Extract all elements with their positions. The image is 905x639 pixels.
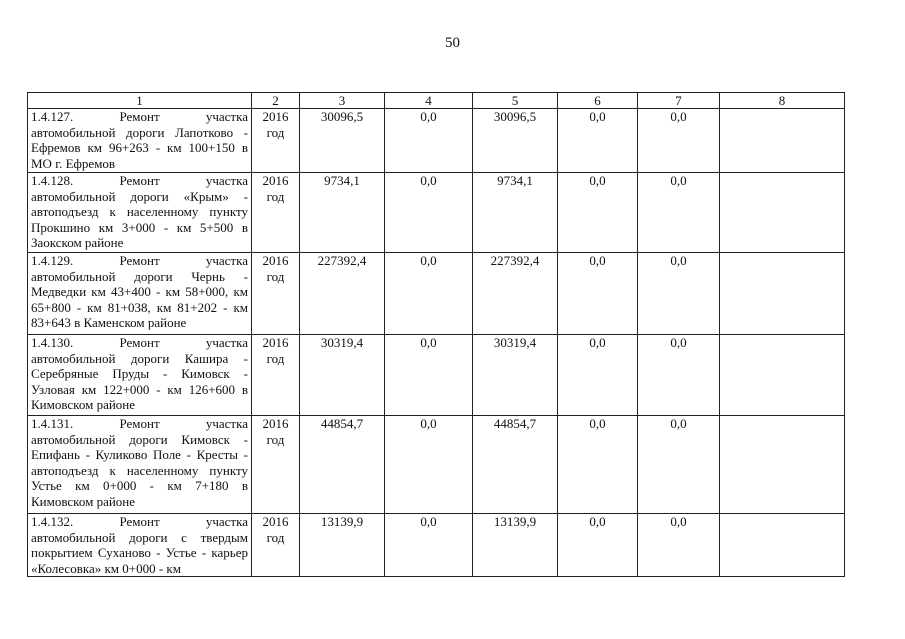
table-row bbox=[28, 173, 845, 253]
col3-value-cell: 30096,5 bbox=[300, 109, 385, 173]
col7-value-cell: 0,0 bbox=[638, 109, 720, 173]
col6-value-cell: 0,0 bbox=[558, 173, 638, 253]
col6-value-cell: 0,0 bbox=[558, 253, 638, 335]
col6-value-cell: 0,0 bbox=[558, 514, 638, 577]
col4-value-cell: 0,0 bbox=[385, 253, 473, 335]
col8-value-cell bbox=[720, 514, 845, 577]
table-row bbox=[28, 514, 845, 577]
year-cell: 2016 год bbox=[252, 253, 300, 335]
col8-value-cell bbox=[720, 416, 845, 514]
col4-value-cell: 0,0 bbox=[385, 109, 473, 173]
col4-value-cell: 0,0 bbox=[385, 514, 473, 577]
col6-value-cell: 0,0 bbox=[558, 335, 638, 416]
page-number: 50 bbox=[445, 35, 460, 51]
budget-table bbox=[27, 92, 845, 577]
column-header: 2 bbox=[252, 93, 300, 109]
col3-value-cell: 30319,4 bbox=[300, 335, 385, 416]
project-name-cell: 1.4.130. Ремонт участка автомобильной дороги Кашира - Серебряные Пруды - Кимовск - Узловая км 122+000 - км 126+600 в Кимовском районе bbox=[28, 335, 252, 416]
col5-value-cell: 30096,5 bbox=[473, 109, 558, 173]
column-header: 6 bbox=[558, 93, 638, 109]
col7-value-cell: 0,0 bbox=[638, 253, 720, 335]
project-name-cell: 1.4.129. Ремонт участка автомобильной дороги Чернь - Медведки км 43+400 - км 58+000, км 65+800 - км 81+038, км 81+202 - км 83+643 в Каменском районе bbox=[28, 253, 252, 335]
col3-value-cell: 13139,9 bbox=[300, 514, 385, 577]
project-name-cell: 1.4.128. Ремонт участка автомобильной дороги «Крым» - автоподъезд к населенному пункту Прокшино км 3+000 - км 5+500 в Заокском районе bbox=[28, 173, 252, 253]
col8-value-cell bbox=[720, 173, 845, 253]
project-name-cell: 1.4.131. Ремонт участка автомобильной дороги Кимовск - Епифань - Куликово Поле - Кресты - автоподъезд к населенному пункту Устье км 0+000 - км 7+180 в Кимовском районе bbox=[28, 416, 252, 514]
year-cell: 2016 год bbox=[252, 109, 300, 173]
column-header: 3 bbox=[300, 93, 385, 109]
col5-value-cell: 13139,9 bbox=[473, 514, 558, 577]
column-header: 4 bbox=[385, 93, 473, 109]
table-row bbox=[28, 253, 845, 335]
table-row bbox=[28, 335, 845, 416]
year-cell: 2016 год bbox=[252, 416, 300, 514]
year-cell: 2016 год bbox=[252, 514, 300, 577]
column-header: 5 bbox=[473, 93, 558, 109]
col4-value-cell: 0,0 bbox=[385, 173, 473, 253]
col8-value-cell bbox=[720, 109, 845, 173]
col4-value-cell: 0,0 bbox=[385, 416, 473, 514]
column-header: 8 bbox=[720, 93, 845, 109]
col5-value-cell: 9734,1 bbox=[473, 173, 558, 253]
project-name-cell: 1.4.127. Ремонт участка автомобильной дороги Лапотково - Ефремов км 96+263 - км 100+150 в МО г. Ефремов bbox=[28, 109, 252, 173]
col5-value-cell: 44854,7 bbox=[473, 416, 558, 514]
col7-value-cell: 0,0 bbox=[638, 335, 720, 416]
year-cell: 2016 год bbox=[252, 335, 300, 416]
col6-value-cell: 0,0 bbox=[558, 416, 638, 514]
col6-value-cell: 0,0 bbox=[558, 109, 638, 173]
year-cell: 2016 год bbox=[252, 173, 300, 253]
table-row bbox=[28, 109, 845, 173]
col4-value-cell: 0,0 bbox=[385, 335, 473, 416]
table-header-row bbox=[28, 93, 845, 109]
col7-value-cell: 0,0 bbox=[638, 514, 720, 577]
col3-value-cell: 9734,1 bbox=[300, 173, 385, 253]
col5-value-cell: 227392,4 bbox=[473, 253, 558, 335]
col5-value-cell: 30319,4 bbox=[473, 335, 558, 416]
project-name-cell: 1.4.132. Ремонт участка автомобильной дороги с твердым покрытием Суханово - Устье - карьер «Колесовка» км 0+000 - км bbox=[28, 514, 252, 577]
table-row bbox=[28, 416, 845, 514]
col8-value-cell bbox=[720, 335, 845, 416]
col3-value-cell: 227392,4 bbox=[300, 253, 385, 335]
col7-value-cell: 0,0 bbox=[638, 173, 720, 253]
column-header: 1 bbox=[28, 93, 252, 109]
col3-value-cell: 44854,7 bbox=[300, 416, 385, 514]
col7-value-cell: 0,0 bbox=[638, 416, 720, 514]
col8-value-cell bbox=[720, 253, 845, 335]
column-header: 7 bbox=[638, 93, 720, 109]
